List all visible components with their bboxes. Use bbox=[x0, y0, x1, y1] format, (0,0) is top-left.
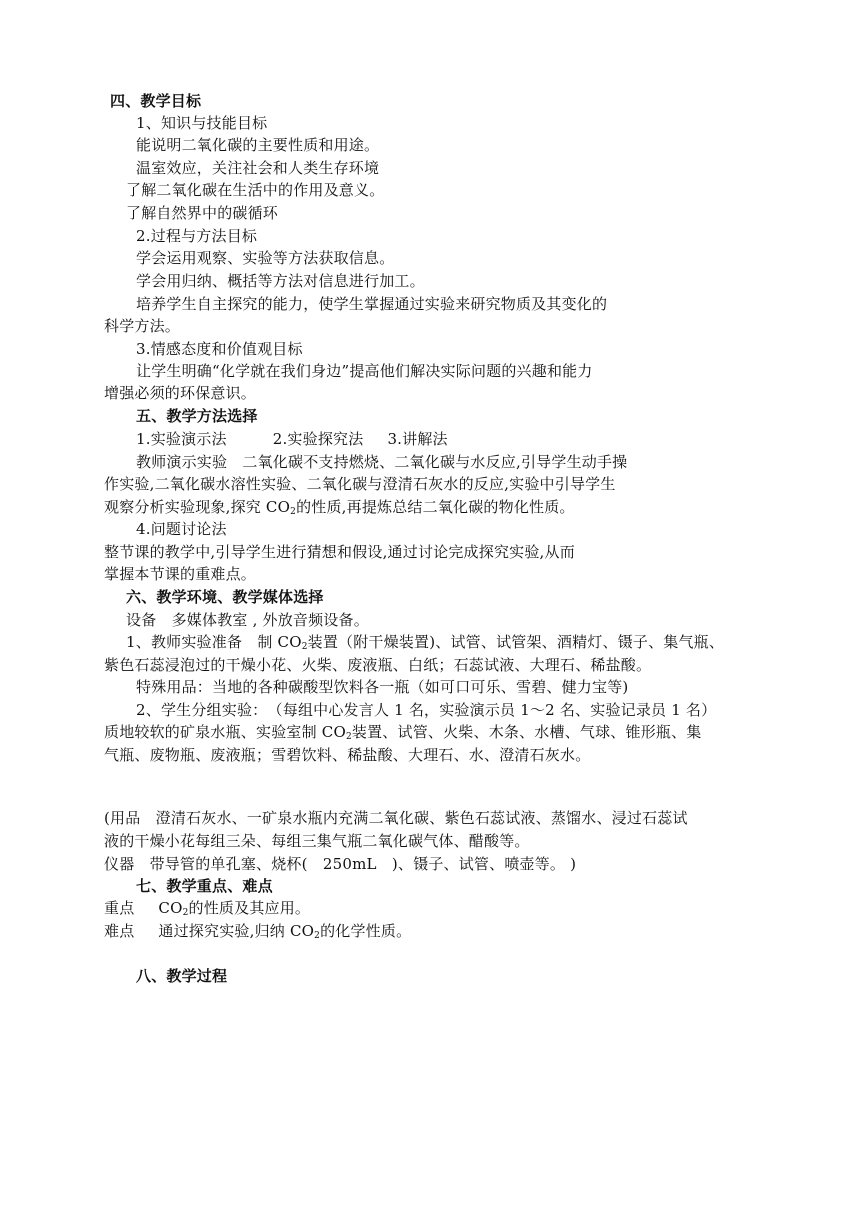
text-line: 能说明二氧化碳的主要性质和用途。 bbox=[136, 136, 380, 154]
text-line: 教师演示实验 二氧化碳不支持燃烧、二氧化碳与水反应,引导学生动手操 bbox=[136, 453, 628, 471]
text-line: 让学生明确“化学就在我们身边”提高他们解决实际问题的兴趣和能力 bbox=[136, 362, 593, 380]
text-line: 了解二氧化碳在生活中的作用及意义。 bbox=[126, 181, 385, 199]
subsection-1-title: 1、知识与技能目标 bbox=[136, 114, 268, 132]
difficulty-line: 难点 通过探究实验,归纳 $CO_2$的化学性质。 bbox=[104, 922, 412, 941]
subsection-3-title: 3.情感态度和价值观目标 bbox=[136, 340, 303, 358]
text-line: 了解自然界中的碳循环 bbox=[126, 204, 279, 222]
section-6-heading: 六、教学环境、教学媒体选择 bbox=[126, 588, 324, 606]
text-line: 2、学生分组实验： （每组中心发言人 1 名，实验演示员 1～2 名、实验记录员 1 名） bbox=[136, 701, 717, 719]
section-4-heading: 四、教学目标 bbox=[110, 92, 202, 110]
text-line: 学会运用观察、实验等方法获取信息。 bbox=[136, 249, 395, 267]
text-line: 观察分析实验现象,探究 $CO_2$的性质,再提炼总结二氧化碳的物化性质。 bbox=[104, 498, 575, 517]
text-line: 1、教师实验准备 制 $CO_2$装置（附干燥装置)、试管、试管架、酒精灯、镊子、集气瓶、 bbox=[126, 633, 725, 652]
method-2: 2.实验探究法 bbox=[272, 430, 364, 448]
method-1: 1.实验演示法 bbox=[136, 430, 227, 448]
key-point-label: 重点 bbox=[104, 899, 135, 917]
text-line: 学会用归纳、概括等方法对信息进行加工。 bbox=[136, 272, 425, 290]
text-line: 设备 多媒体教室 , 外放音频设备。 bbox=[126, 611, 369, 629]
subsection-2-title: 2.过程与方法目标 bbox=[136, 227, 258, 245]
text-line: 掌握本节课的重难点。 bbox=[104, 565, 257, 583]
text-line: 特殊用品：当地的各种碳酸型饮料各一瓶（如可口可乐、雪碧、健力宝等) bbox=[136, 678, 629, 696]
key-point-line: 重点 $CO_2$的性质及其应用。 bbox=[104, 899, 311, 918]
text-line: 增强必须的环保意识。 bbox=[104, 384, 257, 402]
section-8-heading: 八、教学过程 bbox=[136, 967, 228, 985]
text-line: 气瓶、废物瓶、废液瓶；雪碧饮料、稀盐酸、大理石、水、澄清石灰水。 bbox=[104, 746, 591, 764]
methods-line bbox=[136, 428, 448, 450]
text-line: 作实验,二氧化碳水溶性实验、二氧化碳与澄清石灰水的反应,实验中引导学生 bbox=[104, 475, 616, 493]
text-line: 质地较软的矿泉水瓶、实验室制 $CO_2$装置、试管、火柴、木条、水槽、气球、锥形瓶、集 bbox=[104, 723, 702, 742]
text-line: 整节课的教学中,引导学生进行猜想和假设,通过讨论完成探究实验,从而 bbox=[104, 543, 575, 561]
difficulty-label: 难点 bbox=[104, 922, 135, 940]
text-line: 温室效应，关注社会和人类生存环境 bbox=[136, 159, 380, 177]
method-3: 3.讲解法 bbox=[387, 430, 448, 448]
section-5-heading: 五、教学方法选择 bbox=[136, 407, 258, 425]
text-line: 紫色石蕊浸泡过的干燥小花、火柴、废液瓶、白纸；石蕊试液、大理石、稀盐酸。 bbox=[104, 656, 652, 674]
text-line: 科学方法。 bbox=[104, 317, 181, 335]
text-line: 培养学生自主探究的能力，使学生掌握通过实验来研究物质及其变化的 bbox=[136, 295, 608, 313]
text-line: 液的干燥小花每组三朵、每组三集气瓶二氧化碳气体、醋酸等。 bbox=[104, 832, 530, 850]
method-4: 4.问题讨论法 bbox=[136, 520, 227, 538]
text-line: (用品 澄清石灰水、一矿泉水瓶内充满二氧化碳、紫色石蕊试液、蒸馏水、浸过石蕊试 bbox=[104, 809, 688, 827]
section-7-heading: 七、教学重点、难点 bbox=[136, 877, 273, 895]
text-line: 仪器 带导管的单孔塞、烧杯( 250mL )、镊子、试管、喷壶等。 ) bbox=[104, 855, 577, 873]
